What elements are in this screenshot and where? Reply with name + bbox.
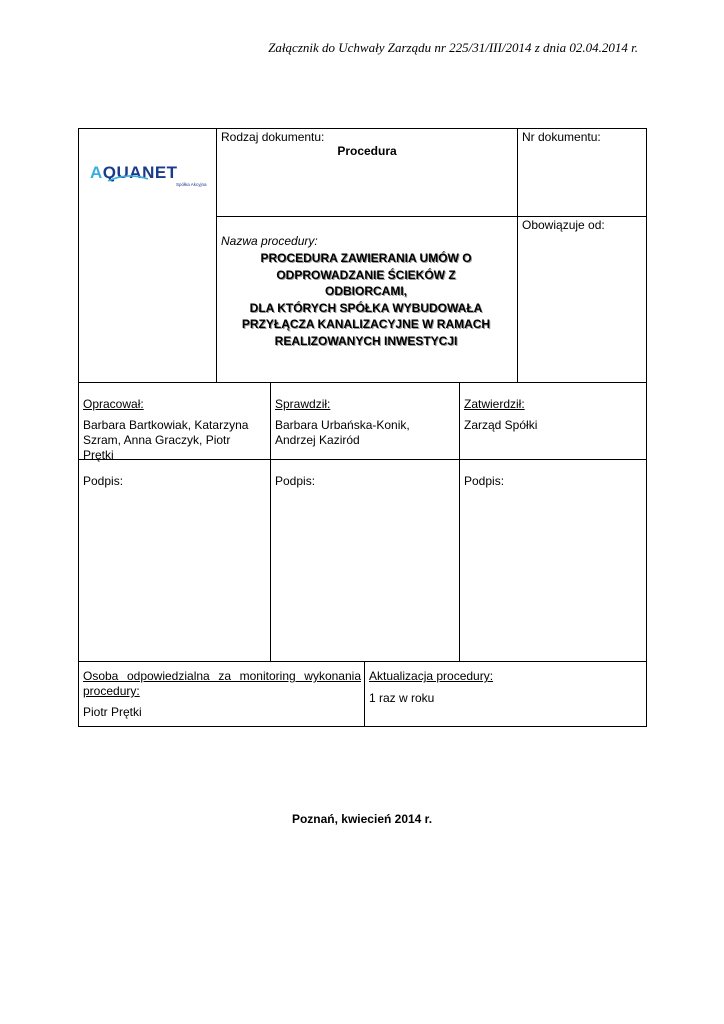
doc-number-label: Nr dokumentu: bbox=[522, 130, 601, 144]
update-cell bbox=[364, 661, 647, 727]
approved-cell bbox=[459, 382, 647, 460]
attachment-note: Załącznik do Uchwały Zarządu nr 225/31/III/2014 z dnia 02.04.2014 r. bbox=[268, 40, 638, 55]
monitoring-name: Piotr Prętki bbox=[83, 705, 142, 719]
prepared-cell bbox=[78, 382, 271, 460]
checked-names: Barbara Urbańska-Konik, Andrzej Kaziród bbox=[275, 418, 410, 447]
approved-signature-cell bbox=[459, 459, 647, 662]
monitoring-cell bbox=[78, 661, 365, 727]
doc-number-cell bbox=[517, 128, 647, 217]
valid-from-label: Obowiązuje od: bbox=[522, 218, 605, 232]
valid-from-cell bbox=[517, 216, 647, 383]
doc-type-value: Procedura bbox=[337, 144, 397, 158]
checked-label: Sprawdził: bbox=[275, 397, 331, 411]
procedure-label: Nazwa procedury: bbox=[221, 234, 318, 248]
signature-label: Podpis: bbox=[464, 474, 505, 488]
prepared-names: Barbara Bartkowiak, Katarzyna Szram, Anna Graczyk, Piotr Prętki bbox=[83, 418, 249, 462]
doc-type-label: Rodzaj dokumentu: bbox=[221, 130, 325, 144]
signature-label: Podpis: bbox=[275, 474, 316, 488]
aquanet-logo bbox=[88, 158, 208, 188]
monitoring-label: Osoba odpowiedzialna za monitoring wykonania procedury: bbox=[83, 669, 361, 698]
footer-place-date: Poznań, kwiecień 2014 r. bbox=[291, 812, 433, 826]
update-label: Aktualizacja procedury: bbox=[369, 669, 494, 683]
svg-text:Spółka Akcyjna: Spółka Akcyjna bbox=[176, 182, 207, 187]
approved-names: Zarząd Spółki bbox=[464, 418, 538, 432]
doc-type-cell bbox=[216, 128, 518, 217]
checked-signature-cell bbox=[270, 459, 460, 662]
checked-cell bbox=[270, 382, 460, 460]
procedure-title: PROCEDURA ZAWIERANIA UMÓW O ODPROWADZANIE ŚCIEKÓW Z ODBIORCAMI, DLA KTÓRYCH SPÓŁKA WYBUDOWAŁA PRZYŁĄCZA KANALIZACYJNE W RAMACH REALIZOWANYCH INWESTYCJI bbox=[241, 251, 491, 348]
signature-label: Podpis: bbox=[83, 474, 124, 488]
update-value: 1 raz w roku bbox=[369, 691, 435, 705]
prepared-label: Opracował: bbox=[83, 397, 144, 411]
svg-text:AQUANET: AQUANET bbox=[90, 163, 178, 182]
approved-label: Zatwierdził: bbox=[464, 397, 525, 411]
prepared-signature-cell bbox=[78, 459, 271, 662]
